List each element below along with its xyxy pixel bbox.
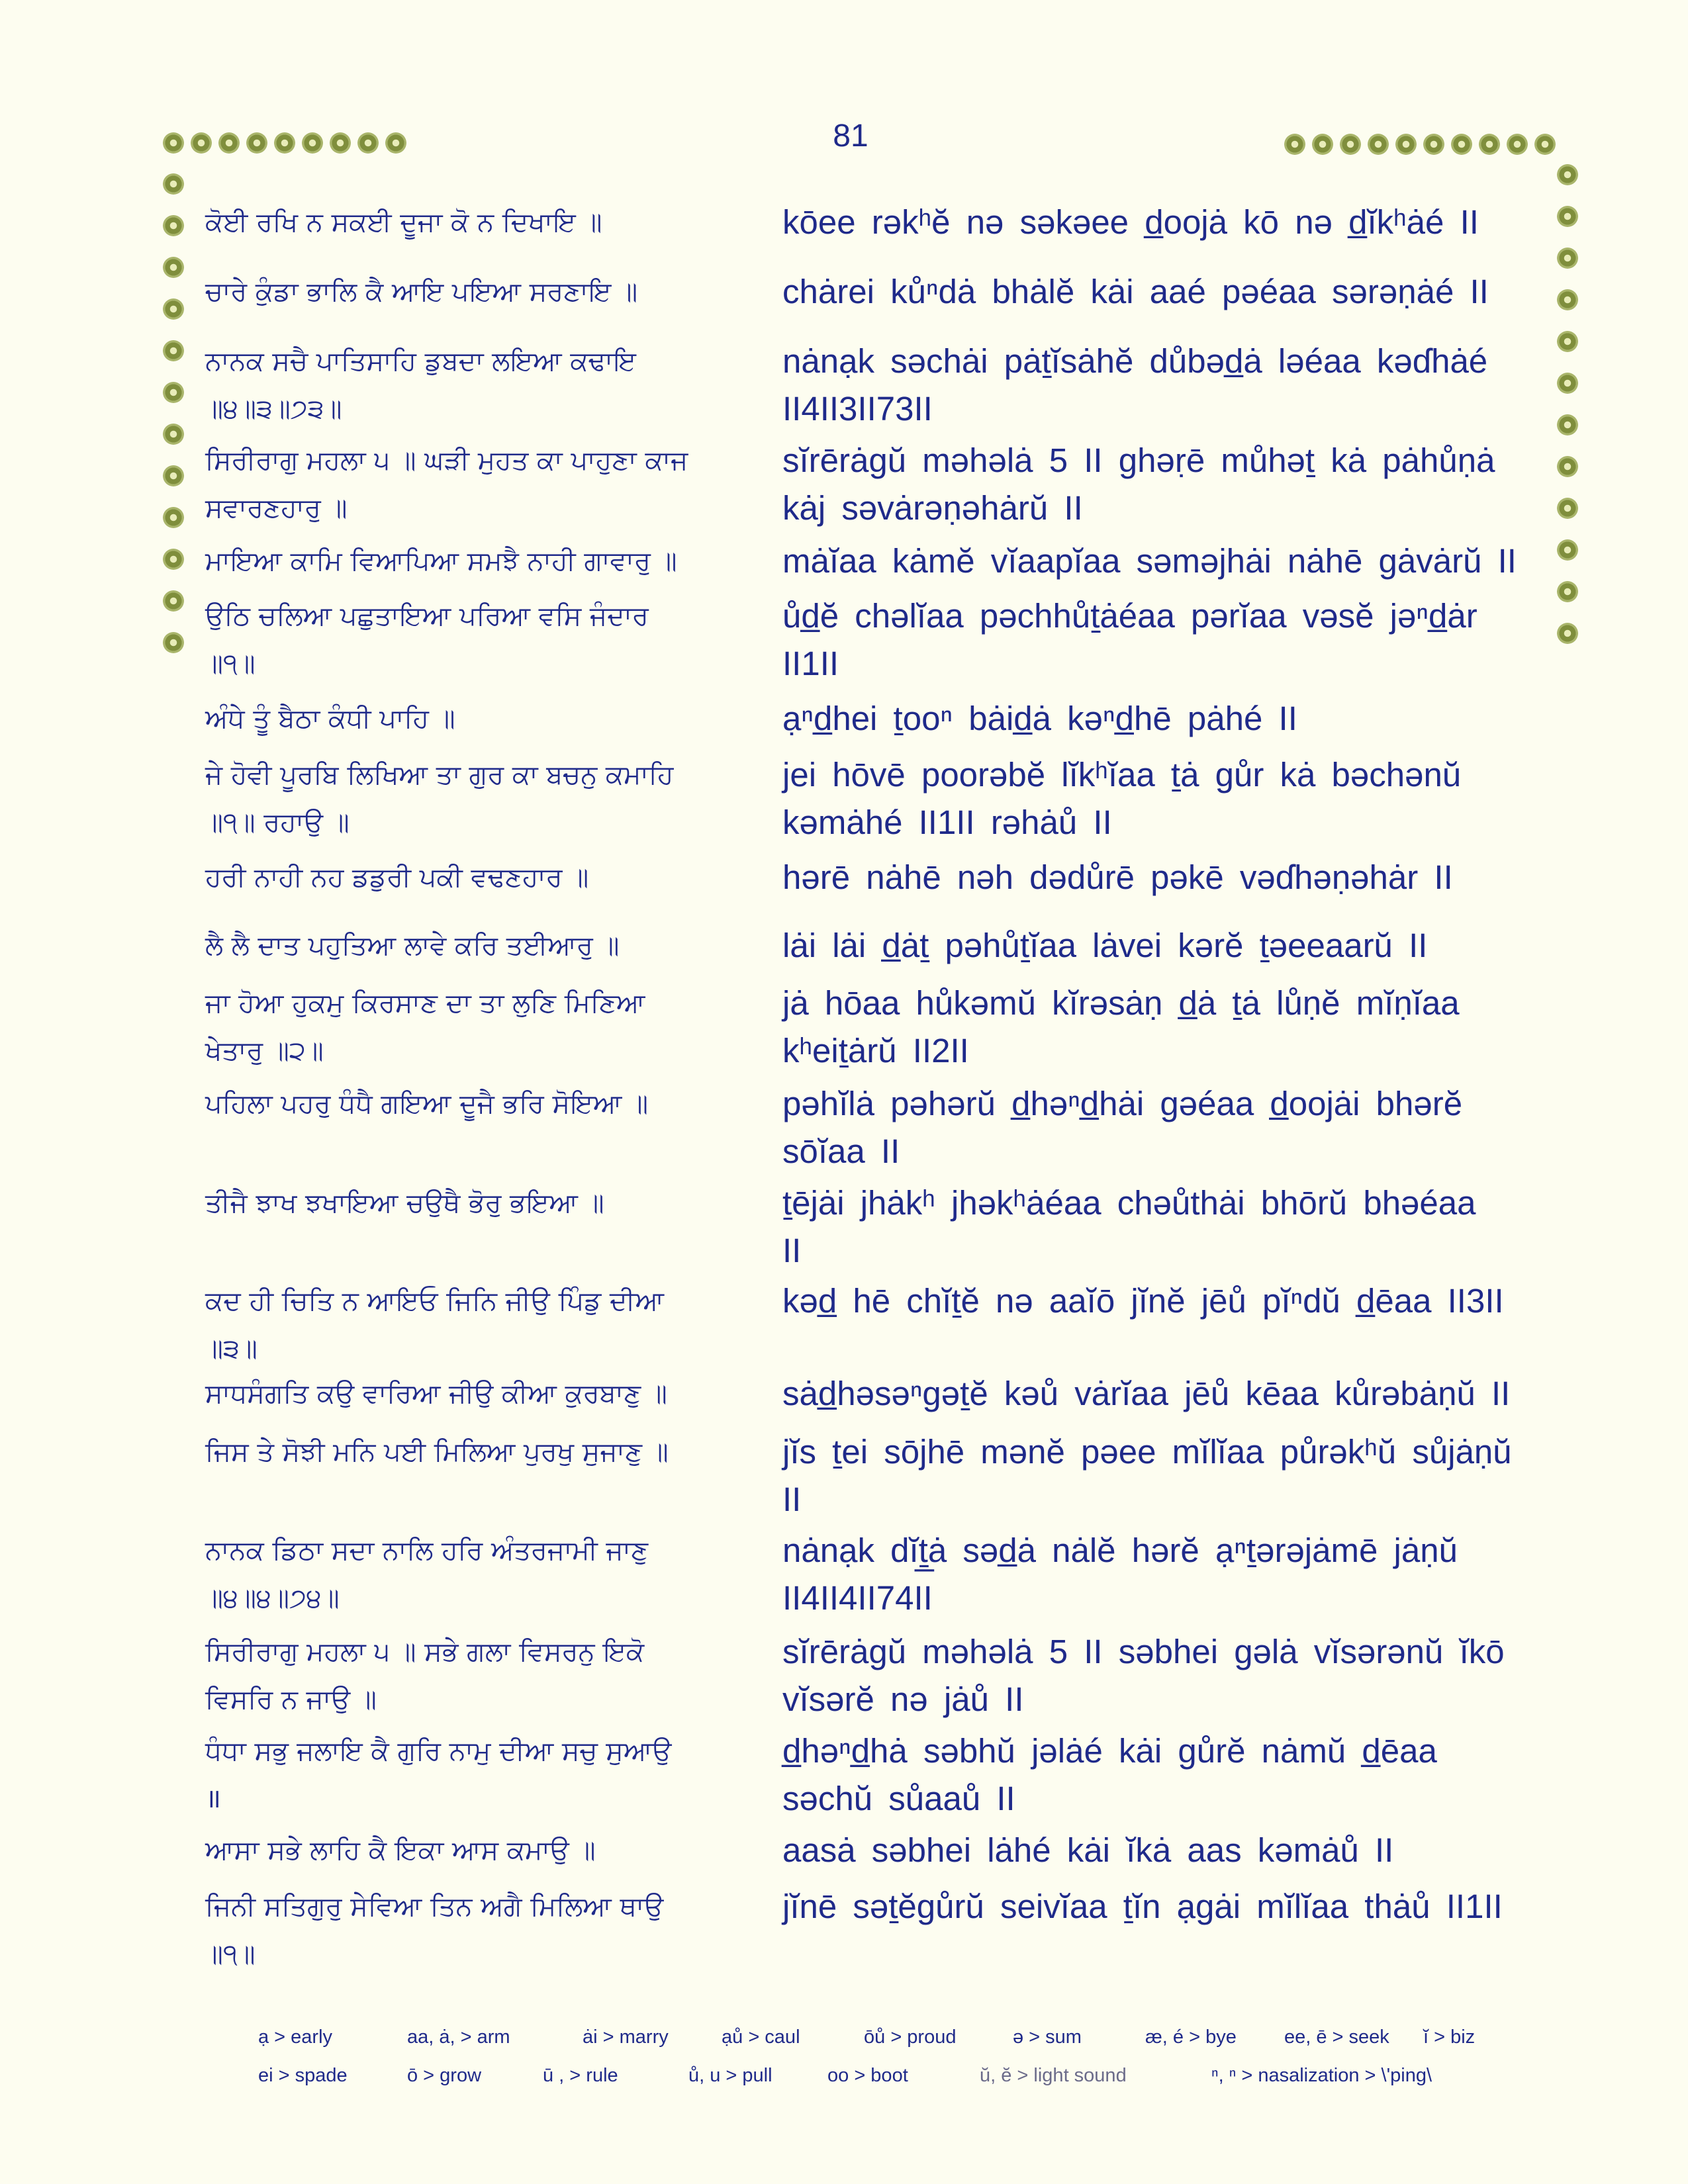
gurmukhi-line: ਨਾਨਕ ਡਿਠਾ ਸਦਾ ਨਾਲਿ ਹਰਿ ਅੰਤਰਜਾਮੀ ਜਾਣੁ ॥੪॥੪॥੭੪॥ (205, 1535, 649, 1614)
flower-ornament-icon (163, 507, 184, 528)
pronunciation-legend (258, 2026, 1516, 2106)
transliteration-line: kəd̲ hē chĭṯĕ nə aaĭō jĭnĕ jēů pĭⁿdŭ d̲ēaa II3II (782, 1282, 1504, 1320)
gurmukhi-line: ਤੀਜੈ ਝਾਖ ਝਖਾਇਆ ਚਉਥੈ ਭੋਰੁ ਭਇਆ ॥ (205, 1188, 604, 1218)
legend-entry: ȧi > marry (583, 2026, 669, 2048)
flower-ornament-icon (1368, 134, 1389, 155)
legend-entry: ōů > proud (864, 2026, 957, 2048)
legend-entry: ⁿ, ⁿ > nasalization > \'ping\ (1211, 2065, 1432, 2086)
flower-ornament-icon (1340, 134, 1361, 155)
flower-ornament-icon (218, 132, 240, 154)
flower-ornament-icon (1557, 248, 1578, 269)
legend-entry: ů, u > pull (688, 2065, 773, 2086)
transliteration-line: sȧd̲həsəⁿgəṯĕ kəů vȧrĭaa jēů kēaa kůrəbȧṇŭ II (782, 1375, 1511, 1412)
legend-entry: aa, ȧ, > arm (407, 2026, 510, 2048)
flower-ornament-icon (163, 257, 184, 278)
flower-ornament-icon (1557, 414, 1578, 435)
flower-ornament-icon (163, 382, 184, 403)
transliteration-line: jĭnē səṯĕgůrŭ seivĭaa ṯĭn ạgȧi mĭlĭaa thȧů II1II (782, 1888, 1503, 1925)
transliteration-line: jĭs ṯei sōjhē mənĕ pəee mĭlĭaa půrəkʰŭ sůjȧṇŭ II (782, 1433, 1512, 1518)
flower-ornament-icon (1507, 134, 1528, 155)
transliteration-line: jei hōvē poorəbĕ lĭkʰĭaa ṯȧ gůr kȧ bəchənŭ kəmȧhé II1II rəhȧů II (782, 756, 1462, 841)
gurmukhi-line: ਕਦ ਹੀ ਚਿਤਿ ਨ ਆਇਓ ਜਿਨਿ ਜੀਉ ਪਿੰਡੁ ਦੀਆ ॥੩॥ (205, 1286, 664, 1364)
flower-ornament-icon (1312, 134, 1333, 155)
transliteration-line: jȧ hōaa hůkəmŭ kĭrəsȧṇ d̲ȧ ṯȧ lůṇĕ mĭṇĭaa kʰeiṯȧrŭ II2II (782, 984, 1460, 1069)
legend-entry: ĭ > biz (1423, 2026, 1476, 2048)
legend-entry: ŭ, ĕ > light sound (980, 2065, 1127, 2086)
gurmukhi-line: ਲੈ ਲੈ ਦਾਤ ਪਹੁਤਿਆ ਲਾਵੇ ਕਰਿ ਤਈਆਰੁ ॥ (205, 931, 620, 961)
legend-entry: ō > grow (407, 2065, 482, 2086)
gurmukhi-line: ਜਾ ਹੋਆ ਹੁਕਮੁ ਕਿਰਸਾਣ ਦਾ ਤਾ ਲੁਣਿ ਮਿਣਿਆ ਖੇਤਾਰੁ ॥੨॥ (205, 988, 645, 1066)
legend-entry: ə > sum (1013, 2026, 1082, 2048)
flower-ornament-icon (1557, 289, 1578, 310)
flower-ornament-icon (246, 132, 267, 154)
flower-ornament-icon (1423, 134, 1444, 155)
flower-ornament-icon (1557, 581, 1578, 602)
flower-ornament-icon (302, 132, 323, 154)
gurmukhi-line: ਉਠਿ ਚਲਿਆ ਪਛੁਤਾਇਆ ਪਰਿਆ ਵਸਿ ਜੰਦਾਰ ॥੧॥ (205, 601, 649, 679)
flower-ornament-icon (1557, 623, 1578, 644)
flower-ornament-icon (1557, 206, 1578, 227)
transliteration-line: kōee rəkʰĕ nə səkəee d̲oojȧ kō nə d̲ĭkʰȧé II (782, 203, 1479, 241)
flower-ornament-icon (274, 132, 295, 154)
flower-ornament-icon (1395, 134, 1417, 155)
flower-ornament-icon (1557, 373, 1578, 394)
transliteration-line: pəhĭlȧ pəhərŭ d̲həⁿd̲hȧi gəéaa d̲oojȧi bhərĕ sōĭaa II (782, 1085, 1463, 1170)
flower-ornament-icon (163, 549, 184, 570)
flower-ornament-icon (163, 132, 184, 154)
transliteration-line: hərē nȧhē nəh dədůrē pəkē vəɗhəṇəhȧr II (782, 858, 1453, 896)
flower-ornament-icon (163, 173, 184, 195)
transliteration-line: sĭrērȧgŭ məhəlȧ 5 II ghəṛē můhəṯ kȧ pȧhůṇȧ kȧj səvȧrəṇəhȧrŭ II (782, 441, 1495, 527)
legend-entry: ei > spade (258, 2065, 348, 2086)
gurmukhi-line: ਮਾਇਆ ਕਾਮਿ ਵਿਆਪਿਆ ਸਮਝੈ ਨਾਹੀ ਗਾਵਾਰੁ ॥ (205, 546, 677, 576)
flower-ornament-icon (1479, 134, 1500, 155)
flower-ornament-icon (163, 632, 184, 653)
legend-entry: ạ > early (258, 2026, 333, 2048)
legend-entry: ee, ē > seek (1284, 2026, 1389, 2048)
gurmukhi-line: ਜਿਸ ਤੇ ਸੋਝੀ ਮਨਿ ਪਈ ਮਿਲਿਆ ਪੁਰਖੁ ਸੁਜਾਣੁ ॥ (205, 1437, 669, 1467)
legend-entry: æ, é > bye (1145, 2026, 1237, 2048)
legend-entry: ū , > rule (543, 2065, 618, 2086)
transliteration-line: mȧĭaa kȧmĕ vĭaapĭaa səməjhȧi nȧhē gȧvȧrŭ II (782, 542, 1517, 580)
flower-ornament-icon (385, 132, 406, 154)
gurmukhi-line: ਅੰਧੇ ਤੂੰ ਬੈਠਾ ਕੰਧੀ ਪਾਹਿ ॥ (205, 704, 455, 734)
transliteration-line: ůd̲ĕ chəlĭaa pəchhůṯȧéaa pərĭaa vəsĕ jəⁿd̲ȧr II1II (782, 597, 1477, 682)
flower-ornament-icon (163, 424, 184, 445)
transliteration-line: d̲həⁿd̲hȧ səbhŭ jəlȧé kȧi gůrĕ nȧmŭ d̲ēaa səchŭ sůaaů II (782, 1732, 1437, 1817)
gurmukhi-line: ਜੇ ਹੋਵੀ ਪੂਰਬਿ ਲਿਖਿਆ ਤਾ ਗੁਰ ਕਾ ਬਚਨੁ ਕਮਾਹਿ ॥੧॥ ਰਹਾਉ ॥ (205, 760, 674, 838)
legend-entry: oo > boot (827, 2065, 908, 2086)
transliteration-line: aasȧ səbhei lȧhé kȧi ĭkȧ aas kəmȧů II (782, 1831, 1394, 1869)
page-number: 81 (833, 118, 868, 154)
gurmukhi-line: ਆਸਾ ਸਭੇ ਲਾਹਿ ਕੈ ਇਕਾ ਆਸ ਕਮਾਉ ॥ (205, 1835, 596, 1866)
flower-ornament-icon (1284, 134, 1305, 155)
gurmukhi-line: ਸਿਰੀਰਾਗੁ ਮਹਲਾ ੫ ॥ ਸਭੇ ਗਲਾ ਵਿਸਰਨੁ ਇਕੋ ਵਿਸਰਿ ਨ ਜਾਉ ॥ (205, 1637, 645, 1715)
flower-ornament-icon (1557, 539, 1578, 561)
flower-ornament-icon (191, 132, 212, 154)
legend-entry: ạů > caul (722, 2026, 800, 2048)
gurmukhi-line: ਚਾਰੇ ਕੁੰਡਾ ਭਾਲਿ ਕੈ ਆਇ ਪਇਆ ਸਰਣਾਇ ॥ (205, 277, 638, 307)
transliteration-line: ṯējȧi jhȧkʰ jhəkʰȧéaa chəůthȧi bhōrŭ bhəéaa II (782, 1184, 1476, 1269)
gurmukhi-line: ਕੋਈ ਰਖਿ ਨ ਸਕਈ ਦੂਜਾ ਕੋ ਨ ਦਿਖਾਇ ॥ (205, 207, 602, 238)
flower-ornament-icon (1534, 134, 1556, 155)
flower-ornament-icon (1557, 498, 1578, 519)
transliteration-line: nȧnạk dĭṯ̲ȧ səd̲ȧ nȧlĕ hərĕ ạⁿṯərəjȧmē jȧṇŭ II4II4II74II (782, 1531, 1458, 1617)
flower-ornament-icon (1557, 164, 1578, 185)
transliteration-line: lȧi lȧi d̲ȧṯ pəhůṯĭaa lȧvei kərĕ ṯəeeaarŭ II (782, 927, 1428, 964)
flower-ornament-icon (1451, 134, 1472, 155)
gurmukhi-line: ਸਾਧਸੰਗਤਿ ਕਉ ਵਾਰਿਆ ਜੀਉ ਕੀਆ ਕੁਰਬਾਣੁ ॥ (205, 1379, 667, 1409)
flower-ornament-icon (163, 215, 184, 236)
gurmukhi-line: ਸਿਰੀਰਾਗੁ ਮਹਲਾ ੫ ॥ ਘੜੀ ਮੁਹਤ ਕਾ ਪਾਹੁਣਾ ਕਾਜ ਸਵਾਰਣਹਾਰੁ ॥ (205, 445, 688, 523)
gurmukhi-line: ਧੰਧਾ ਸਭੁ ਜਲਾਇ ਕੈ ਗੁਰਿ ਨਾਮੁ ਦੀਆ ਸਚੁ ਸੁਆਉ ॥ (205, 1736, 672, 1814)
flower-ornament-icon (163, 590, 184, 612)
gurmukhi-line: ਨਾਨਕ ਸਚੈ ਪਾਤਿਸਾਹਿ ਡੁਬਦਾ ਲਇਆ ਕਢਾਇ ॥੪॥੩॥੭੩॥ (205, 346, 636, 424)
flower-ornament-icon (330, 132, 351, 154)
gurmukhi-line: ਪਹਿਲਾ ਪਹਰੁ ਧੰਧੈ ਗਇਆ ਦੂਜੈ ਭਰਿ ਸੋਇਆ ॥ (205, 1089, 649, 1119)
flower-ornament-icon (1557, 456, 1578, 477)
flower-ornament-icon (357, 132, 379, 154)
flower-ornament-icon (163, 465, 184, 486)
transliteration-line: chȧrei kůⁿdȧ bhȧlĕ kȧi aaé pəéaa sərəṇȧé II (782, 273, 1489, 310)
flower-ornament-icon (163, 298, 184, 320)
transliteration-line: sĭrērȧgŭ məhəlȧ 5 II səbhei gəlȧ vĭsərənŭ ĭkō vĭsərĕ nə jȧů II (782, 1633, 1505, 1718)
gurmukhi-line: ਹਰੀ ਨਾਹੀ ਨਹ ਡਡੁਰੀ ਪਕੀ ਵਢਣਹਾਰ ॥ (205, 862, 589, 893)
flower-ornament-icon (163, 340, 184, 361)
transliteration-line: ạⁿd̲hei ṯooⁿ bȧid̲ȧ kəⁿd̲hē pȧhé II (782, 700, 1297, 737)
gurmukhi-line: ਜਿਨੀ ਸਤਿਗੁਰੁ ਸੇਵਿਆ ਤਿਨ ਅਗੈ ਮਿਲਿਆ ਥਾਉ ॥੧॥ (205, 1891, 664, 1970)
transliteration-line: nȧnạk səchȧi pȧṯĭsȧhĕ důbəd̲ȧ ləéaa kəɗhȧé II4II3II73II (782, 342, 1488, 428)
flower-ornament-icon (1557, 331, 1578, 352)
